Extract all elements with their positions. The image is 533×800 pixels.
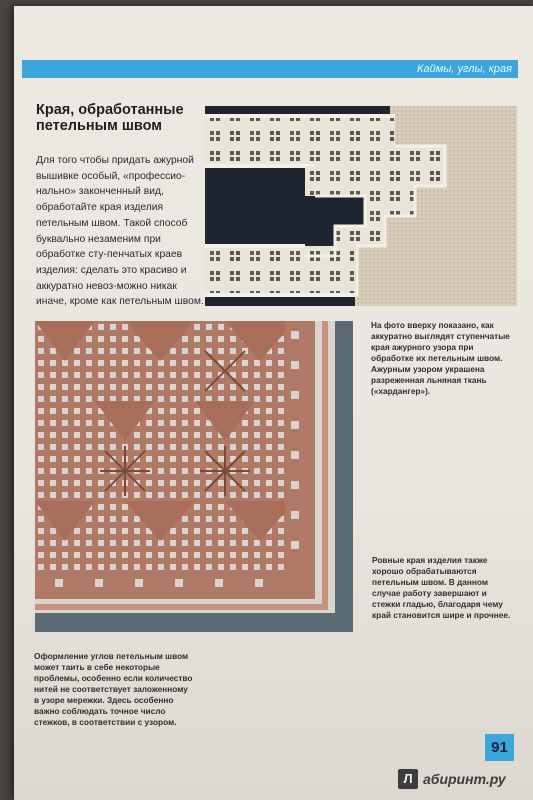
caption-corners: Оформление углов петельным швом может таить в себе некоторые проблемы, особенно если количество нитей не соответствует заложенному в узоре мережки. Здесь особенно важно соблюдать точное число стежков, в соответствии с узором. — [34, 651, 193, 727]
copper-corner-image — [35, 321, 353, 632]
labirint-logo-icon: Л — [398, 769, 418, 789]
intro-text: Для того чтобы придать ажурной вышивке особый, «профессио-нально» законченный вид, обработайте края изделия петельным швом. Такой способ буквально незаменим при обработке сту-пенчатых краев изделия: сделать это красиво и аккуратно невоз-можно никак иначе, кроме как петельным швом. — [36, 155, 204, 308]
section-title: Каймы, углы, края — [417, 63, 512, 75]
page-number: 91 — [485, 734, 514, 761]
photo-stepped-edge — [205, 106, 517, 306]
watermark — [398, 764, 533, 794]
section-header-bar — [22, 60, 518, 78]
watermark-text: абиринт.ру — [423, 771, 506, 787]
caption-top-photo: На фото вверху показано, как аккуратно выглядят ступенчатые края ажурного узора при обработке их петельным швом. Ажурным узором украшена разреженная льняная ткань («хардангер»). — [371, 320, 510, 396]
article-title: Края, обработанные петельным швом — [36, 102, 184, 134]
photo-copper-corner — [35, 321, 353, 632]
stepped-edge-image — [205, 106, 517, 306]
caption-edges: Ровные края изделия также хорошо обрабатываются петельным швом. В данном случае работу завершают и стежки гладью, благодаря чему край становится шире и прочнее. — [372, 555, 511, 620]
